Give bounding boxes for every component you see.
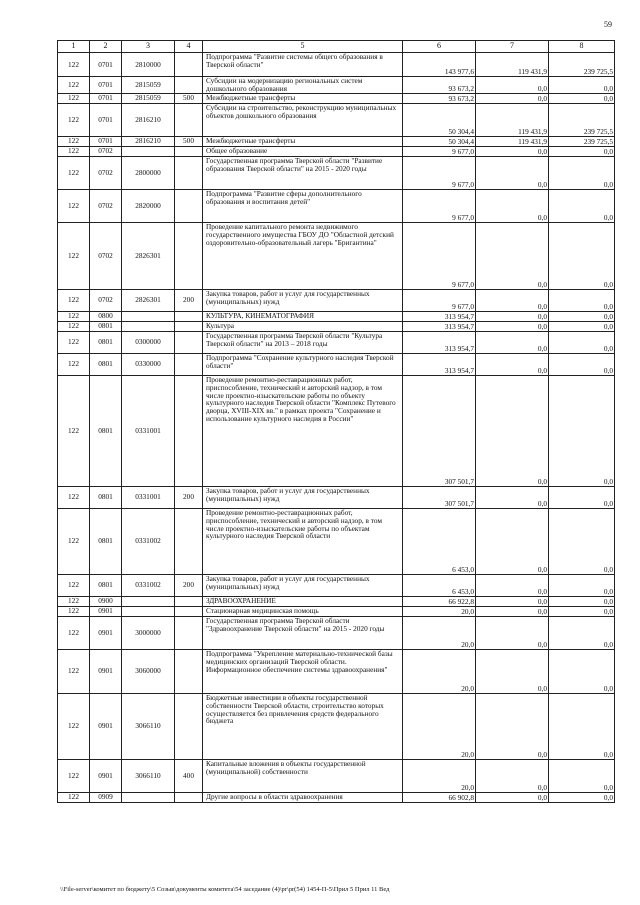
cell-desc: Государственная программа Тверской области "Здравоохранение Тверской области" на 2015 - 2020 годы — [203, 616, 403, 649]
cell-v6: 9 677,0 — [403, 146, 476, 156]
table-row — [58, 53, 615, 77]
cell-desc: Межбюджетные трансферты — [203, 136, 403, 146]
cell-c2: 0800 — [90, 311, 122, 321]
cell-c3 — [122, 596, 175, 606]
cell-c2: 0702 — [90, 222, 122, 289]
cell-c3: 2815059 — [122, 93, 175, 103]
cell-v6: 50 304,4 — [403, 103, 476, 136]
cell-c1: 122 — [58, 146, 90, 156]
cell-c4 — [175, 222, 203, 289]
cell-v6: 20,0 — [403, 693, 476, 759]
cell-v7: 0,0 — [476, 321, 549, 331]
cell-c1: 122 — [58, 93, 90, 103]
cell-c4: 500 — [175, 93, 203, 103]
cell-c4 — [175, 311, 203, 321]
cell-v8: 0,0 — [549, 189, 615, 222]
cell-c1: 122 — [58, 103, 90, 136]
cell-v8: 0,0 — [549, 759, 615, 792]
table-row — [58, 375, 615, 486]
cell-v7: 0,0 — [476, 508, 549, 574]
cell-c1: 122 — [58, 596, 90, 606]
cell-c3 — [122, 146, 175, 156]
cell-c4 — [175, 103, 203, 136]
cell-v8: 0,0 — [549, 146, 615, 156]
cell-v8: 0,0 — [549, 508, 615, 574]
cell-c1: 122 — [58, 77, 90, 94]
cell-v8: 0,0 — [549, 616, 615, 649]
cell-desc: ЗДРАВООХРАНЕНИЕ — [203, 596, 403, 606]
cell-v7: 0,0 — [476, 189, 549, 222]
cell-c3: 0300000 — [122, 331, 175, 353]
cell-c1: 122 — [58, 331, 90, 353]
table-row — [58, 596, 615, 606]
cell-c1: 122 — [58, 693, 90, 759]
cell-v6: 66 902,8 — [403, 792, 476, 802]
table-row — [58, 331, 615, 353]
cell-v6: 313 954,7 — [403, 353, 476, 375]
cell-c2: 0901 — [90, 693, 122, 759]
cell-c4 — [175, 375, 203, 486]
cell-c3: 3066110 — [122, 759, 175, 792]
cell-desc: Культура — [203, 321, 403, 331]
cell-v6: 20,0 — [403, 649, 476, 693]
cell-c3: 2816210 — [122, 103, 175, 136]
cell-desc: Подпрограмма "Сохранение культурного наследия Тверской области" — [203, 353, 403, 375]
cell-c3: 0331002 — [122, 574, 175, 596]
cell-c4: 200 — [175, 486, 203, 508]
cell-v7: 0,0 — [476, 616, 549, 649]
cell-c2: 0801 — [90, 486, 122, 508]
cell-v6: 6 453,0 — [403, 508, 476, 574]
cell-c4 — [175, 146, 203, 156]
cell-c4 — [175, 596, 203, 606]
cell-c1: 122 — [58, 375, 90, 486]
table-row — [58, 93, 615, 103]
cell-desc: Подпрограмма "Развитие системы общего образования в Тверской области" — [203, 53, 403, 77]
table-row — [58, 508, 615, 574]
table-row — [58, 486, 615, 508]
table-row — [58, 289, 615, 311]
cell-v6: 66 922,8 — [403, 596, 476, 606]
cell-v7: 119 431,9 — [476, 103, 549, 136]
cell-c1: 122 — [58, 792, 90, 802]
cell-c1: 122 — [58, 649, 90, 693]
cell-v6: 9 677,0 — [403, 222, 476, 289]
cell-v7: 0,0 — [476, 353, 549, 375]
cell-c2: 0909 — [90, 792, 122, 802]
cell-desc: Государственная программа Тверской области "Культура Тверской области" на 2013 – 2018 годы — [203, 331, 403, 353]
table-row — [58, 792, 615, 802]
column-header: 8 — [549, 41, 615, 53]
cell-c1: 122 — [58, 353, 90, 375]
cell-c2: 0900 — [90, 596, 122, 606]
table-row — [58, 103, 615, 136]
cell-c3: 2826301 — [122, 289, 175, 311]
cell-desc: Межбюджетные трансферты — [203, 93, 403, 103]
table-row — [58, 693, 615, 759]
cell-c1: 122 — [58, 574, 90, 596]
cell-c4 — [175, 189, 203, 222]
cell-v6: 9 677,0 — [403, 289, 476, 311]
cell-v8: 239 725,5 — [549, 103, 615, 136]
cell-v6: 313 954,7 — [403, 331, 476, 353]
cell-c2: 0701 — [90, 136, 122, 146]
cell-v8: 0,0 — [549, 222, 615, 289]
column-header: 3 — [122, 41, 175, 53]
cell-c3 — [122, 792, 175, 802]
table-row — [58, 321, 615, 331]
cell-v7: 0,0 — [476, 375, 549, 486]
cell-c3: 2810000 — [122, 53, 175, 77]
cell-v8: 0,0 — [549, 792, 615, 802]
cell-c2: 0801 — [90, 331, 122, 353]
cell-v6: 307 501,7 — [403, 375, 476, 486]
cell-v8: 0,0 — [549, 353, 615, 375]
page-number: 59 — [604, 20, 612, 29]
cell-v6: 93 673,2 — [403, 93, 476, 103]
cell-v7: 0,0 — [476, 222, 549, 289]
cell-c2: 0801 — [90, 353, 122, 375]
cell-c1: 122 — [58, 759, 90, 792]
cell-c1: 122 — [58, 486, 90, 508]
cell-c1: 122 — [58, 289, 90, 311]
cell-c3: 3066110 — [122, 693, 175, 759]
cell-c4: 400 — [175, 759, 203, 792]
cell-v7: 0,0 — [476, 77, 549, 94]
cell-v8: 0,0 — [549, 693, 615, 759]
table-row — [58, 222, 615, 289]
cell-v7: 119 431,9 — [476, 136, 549, 146]
cell-c3: 3060000 — [122, 649, 175, 693]
cell-c4 — [175, 792, 203, 802]
cell-c4 — [175, 649, 203, 693]
cell-c2: 0801 — [90, 375, 122, 486]
cell-c1: 122 — [58, 311, 90, 321]
cell-c4 — [175, 606, 203, 616]
cell-v7: 0,0 — [476, 759, 549, 792]
cell-c2: 0701 — [90, 103, 122, 136]
cell-c3 — [122, 606, 175, 616]
cell-v8: 239 725,5 — [549, 136, 615, 146]
cell-c4 — [175, 353, 203, 375]
budget-table — [57, 40, 615, 803]
cell-v8: 0,0 — [549, 331, 615, 353]
cell-v6: 307 501,7 — [403, 486, 476, 508]
table-row — [58, 616, 615, 649]
cell-v7: 0,0 — [476, 596, 549, 606]
cell-c2: 0801 — [90, 574, 122, 596]
cell-v6: 6 453,0 — [403, 574, 476, 596]
cell-v8: 0,0 — [549, 289, 615, 311]
cell-c2: 0702 — [90, 146, 122, 156]
cell-c2: 0801 — [90, 321, 122, 331]
cell-desc: Стационарная медицинская помощь — [203, 606, 403, 616]
table-row — [58, 156, 615, 189]
cell-desc: Закупка товаров, работ и услуг для государственных (муниципальных) нужд — [203, 486, 403, 508]
cell-desc: Закупка товаров, работ и услуг для государственных (муниципальных) нужд — [203, 289, 403, 311]
cell-v7: 119 431,9 — [476, 53, 549, 77]
cell-v8: 0,0 — [549, 156, 615, 189]
cell-c1: 122 — [58, 606, 90, 616]
cell-v7: 0,0 — [476, 93, 549, 103]
cell-c4: 500 — [175, 136, 203, 146]
cell-desc: КУЛЬТУРА, КИНЕМАТОГРАФИЯ — [203, 311, 403, 321]
cell-c4 — [175, 77, 203, 94]
cell-c1: 122 — [58, 616, 90, 649]
cell-c2: 0901 — [90, 606, 122, 616]
cell-v8: 0,0 — [549, 574, 615, 596]
column-header: 7 — [476, 41, 549, 53]
cell-c4 — [175, 156, 203, 189]
cell-c3: 2800000 — [122, 156, 175, 189]
table-row — [58, 574, 615, 596]
cell-v6: 9 677,0 — [403, 189, 476, 222]
cell-c4 — [175, 331, 203, 353]
header-row — [58, 41, 615, 53]
cell-v6: 143 977,6 — [403, 53, 476, 77]
cell-c1: 122 — [58, 321, 90, 331]
cell-c2: 0701 — [90, 53, 122, 77]
cell-c3: 0330000 — [122, 353, 175, 375]
cell-v8: 0,0 — [549, 486, 615, 508]
cell-v8: 0,0 — [549, 93, 615, 103]
cell-c4 — [175, 321, 203, 331]
table-row — [58, 353, 615, 375]
cell-c1: 122 — [58, 508, 90, 574]
cell-c3 — [122, 311, 175, 321]
table-row — [58, 606, 615, 616]
cell-v6: 9 677,0 — [403, 156, 476, 189]
table-row — [58, 77, 615, 94]
cell-c2: 0701 — [90, 93, 122, 103]
cell-c3: 0331001 — [122, 375, 175, 486]
table-row — [58, 311, 615, 321]
cell-c4: 200 — [175, 574, 203, 596]
cell-c1: 122 — [58, 136, 90, 146]
cell-c4 — [175, 616, 203, 649]
cell-v6: 93 673,2 — [403, 77, 476, 94]
cell-v7: 0,0 — [476, 289, 549, 311]
table-row — [58, 146, 615, 156]
cell-v8: 0,0 — [549, 649, 615, 693]
cell-v8: 0,0 — [549, 321, 615, 331]
cell-desc: Подпрограмма "Развитие сферы дополнительного образования и воспитания детей" — [203, 189, 403, 222]
table-row — [58, 649, 615, 693]
cell-c4 — [175, 508, 203, 574]
cell-c1: 122 — [58, 222, 90, 289]
cell-v8: 0,0 — [549, 596, 615, 606]
cell-c2: 0702 — [90, 289, 122, 311]
table-row — [58, 136, 615, 146]
cell-c2: 0801 — [90, 508, 122, 574]
cell-v7: 0,0 — [476, 146, 549, 156]
cell-v7: 0,0 — [476, 649, 549, 693]
cell-c1: 122 — [58, 189, 90, 222]
cell-v7: 0,0 — [476, 693, 549, 759]
cell-v8: 0,0 — [549, 606, 615, 616]
table-row — [58, 189, 615, 222]
cell-c2: 0901 — [90, 759, 122, 792]
cell-c3: 2815059 — [122, 77, 175, 94]
cell-desc: Государственная программа Тверской области "Развитие образования Тверской области" на 2015 - 2020 годы — [203, 156, 403, 189]
cell-v6: 50 304,4 — [403, 136, 476, 146]
cell-c3: 2820000 — [122, 189, 175, 222]
cell-v6: 20,0 — [403, 616, 476, 649]
cell-v7: 0,0 — [476, 792, 549, 802]
footer-path: \\File-server\комитет по бюджету\5 Созыв\документы комитета\54 заседание (4)\pr\pr(54) 1454-П-5\Прил 5 Прил 11 Вед — [60, 886, 390, 893]
cell-c1: 122 — [58, 156, 90, 189]
cell-c3 — [122, 321, 175, 331]
cell-c1: 122 — [58, 53, 90, 77]
cell-c3: 0331002 — [122, 508, 175, 574]
cell-desc: Другие вопросы в области здравоохранения — [203, 792, 403, 802]
cell-v7: 0,0 — [476, 311, 549, 321]
cell-desc: Закупка товаров, работ и услуг для государственных (муниципальных) нужд — [203, 574, 403, 596]
cell-v7: 0,0 — [476, 606, 549, 616]
cell-desc: Подпрограмма "Укрепление материально-технической базы медицинских организаций Тверской области. Информационное обеспечение системы здравоохранения" — [203, 649, 403, 693]
cell-desc: Капитальные вложения в объекты государственной (муниципальной) собственности — [203, 759, 403, 792]
cell-v6: 20,0 — [403, 759, 476, 792]
cell-v8: 0,0 — [549, 375, 615, 486]
column-header: 4 — [175, 41, 203, 53]
cell-desc: Проведение капитального ремонта недвижимого государственного имущества ГБОУ ДО "Областной детский оздоровительно-образовательный лагерь "Бригантина" — [203, 222, 403, 289]
cell-desc: Субсидии на модернизацию региональных систем дошкольного образования — [203, 77, 403, 94]
cell-desc: Проведение ремонтно-реставрационных работ, приспособление, технический и авторский надзор, в том числе проектно-изыскательские работы по объектам культурного наследия Тверской области — [203, 508, 403, 574]
cell-v6: 313 954,7 — [403, 321, 476, 331]
column-header: 1 — [58, 41, 90, 53]
cell-c3: 3000000 — [122, 616, 175, 649]
cell-v6: 20,0 — [403, 606, 476, 616]
cell-v6: 313 954,7 — [403, 311, 476, 321]
cell-c2: 0901 — [90, 649, 122, 693]
cell-c3: 2816210 — [122, 136, 175, 146]
cell-v8: 0,0 — [549, 77, 615, 94]
column-header: 2 — [90, 41, 122, 53]
cell-c2: 0702 — [90, 189, 122, 222]
cell-v7: 0,0 — [476, 331, 549, 353]
cell-desc: Проведение ремонтно-реставрационных работ, приспособление, технический и авторский надзор, в том числе проектно-изыскательские работы по объекту культурного наследия Тверской области "Комплекс Путевого дворца, XVIII-XIX вв." в рамках проекта "Сохранение и использование культурного наследия в России" — [203, 375, 403, 486]
table-row — [58, 759, 615, 792]
cell-c2: 0901 — [90, 616, 122, 649]
cell-v7: 0,0 — [476, 156, 549, 189]
cell-c4 — [175, 693, 203, 759]
cell-v7: 0,0 — [476, 486, 549, 508]
cell-desc: Субсидии на строительство, реконструкцию муниципальных объектов дошкольного образования — [203, 103, 403, 136]
cell-desc: Общее образование — [203, 146, 403, 156]
column-header: 5 — [203, 41, 403, 53]
column-header: 6 — [403, 41, 476, 53]
cell-c2: 0701 — [90, 77, 122, 94]
cell-c3: 2826301 — [122, 222, 175, 289]
cell-desc: Бюджетные инвестиции в объекты государственной собственности Тверской области, строительство которых осуществляется без привлечения средств федерального бюджета — [203, 693, 403, 759]
cell-c4: 200 — [175, 289, 203, 311]
cell-v8: 239 725,5 — [549, 53, 615, 77]
cell-c2: 0702 — [90, 156, 122, 189]
cell-c3: 0331001 — [122, 486, 175, 508]
cell-v8: 0,0 — [549, 311, 615, 321]
cell-v7: 0,0 — [476, 574, 549, 596]
cell-c4 — [175, 53, 203, 77]
